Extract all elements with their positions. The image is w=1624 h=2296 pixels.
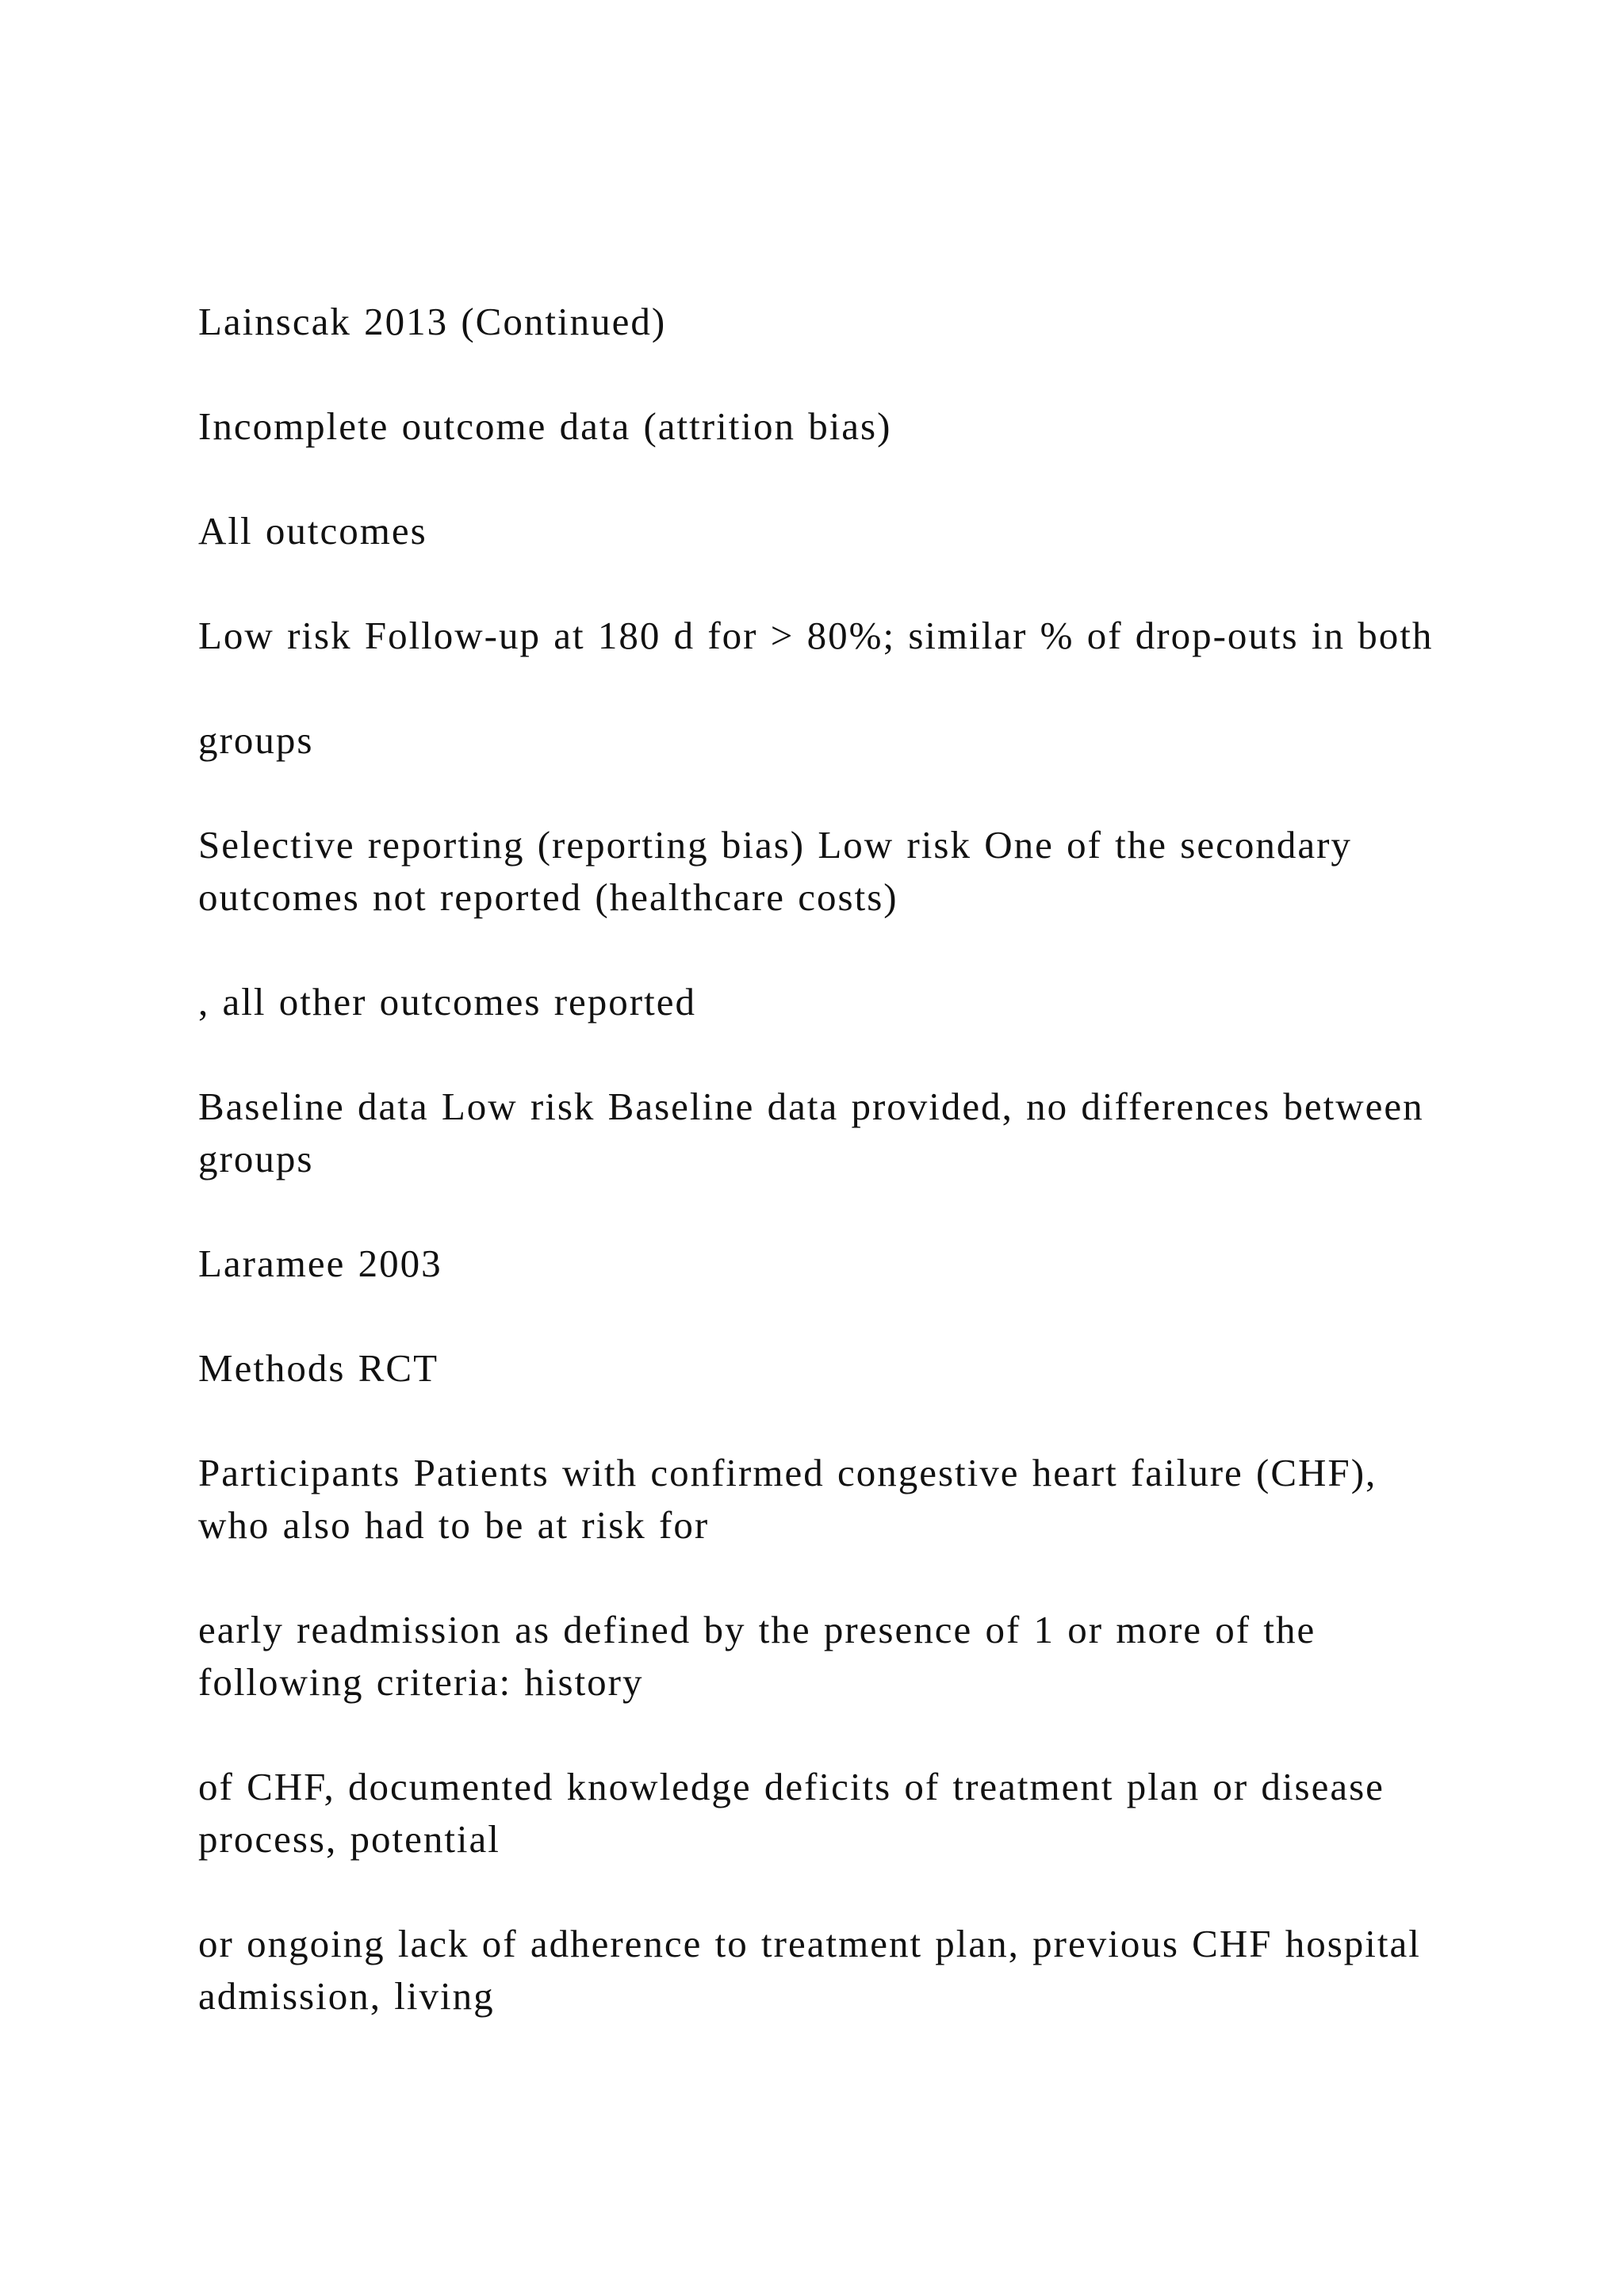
paragraph: Participants Patients with confirmed congestive heart failure (CHF), who also had to be at risk for [198,1451,1377,1547]
paragraph: Low risk Follow-up at 180 d for > 80%; similar % of drop-outs in both [198,614,1434,657]
paragraph: All outcomes [198,509,427,553]
paragraph: Baseline data Low risk Baseline data provided, no differences between groups [198,1085,1424,1181]
document-body [198,296,1435,2075]
paragraph: , all other outcomes reported [198,980,696,1024]
paragraph: Incomplete outcome data (attrition bias) [198,404,892,448]
paragraph: Selective reporting (reporting bias) Low risk One of the secondary outcomes not reported (healthcare costs) [198,823,1352,919]
section-heading-continued: Lainscak 2013 (Continued) [198,300,667,343]
study-heading: Laramee 2003 [198,1242,442,1285]
paragraph: early readmission as defined by the presence of 1 or more of the following criteria: history [198,1608,1316,1704]
paragraph: of CHF, documented knowledge deficits of treatment plan or disease process, potential [198,1765,1385,1861]
paragraph: or ongoing lack of adherence to treatment plan, previous CHF hospital admission, living [198,1922,1421,2018]
paragraph: groups [198,718,314,762]
paragraph: Methods RCT [198,1346,439,1390]
